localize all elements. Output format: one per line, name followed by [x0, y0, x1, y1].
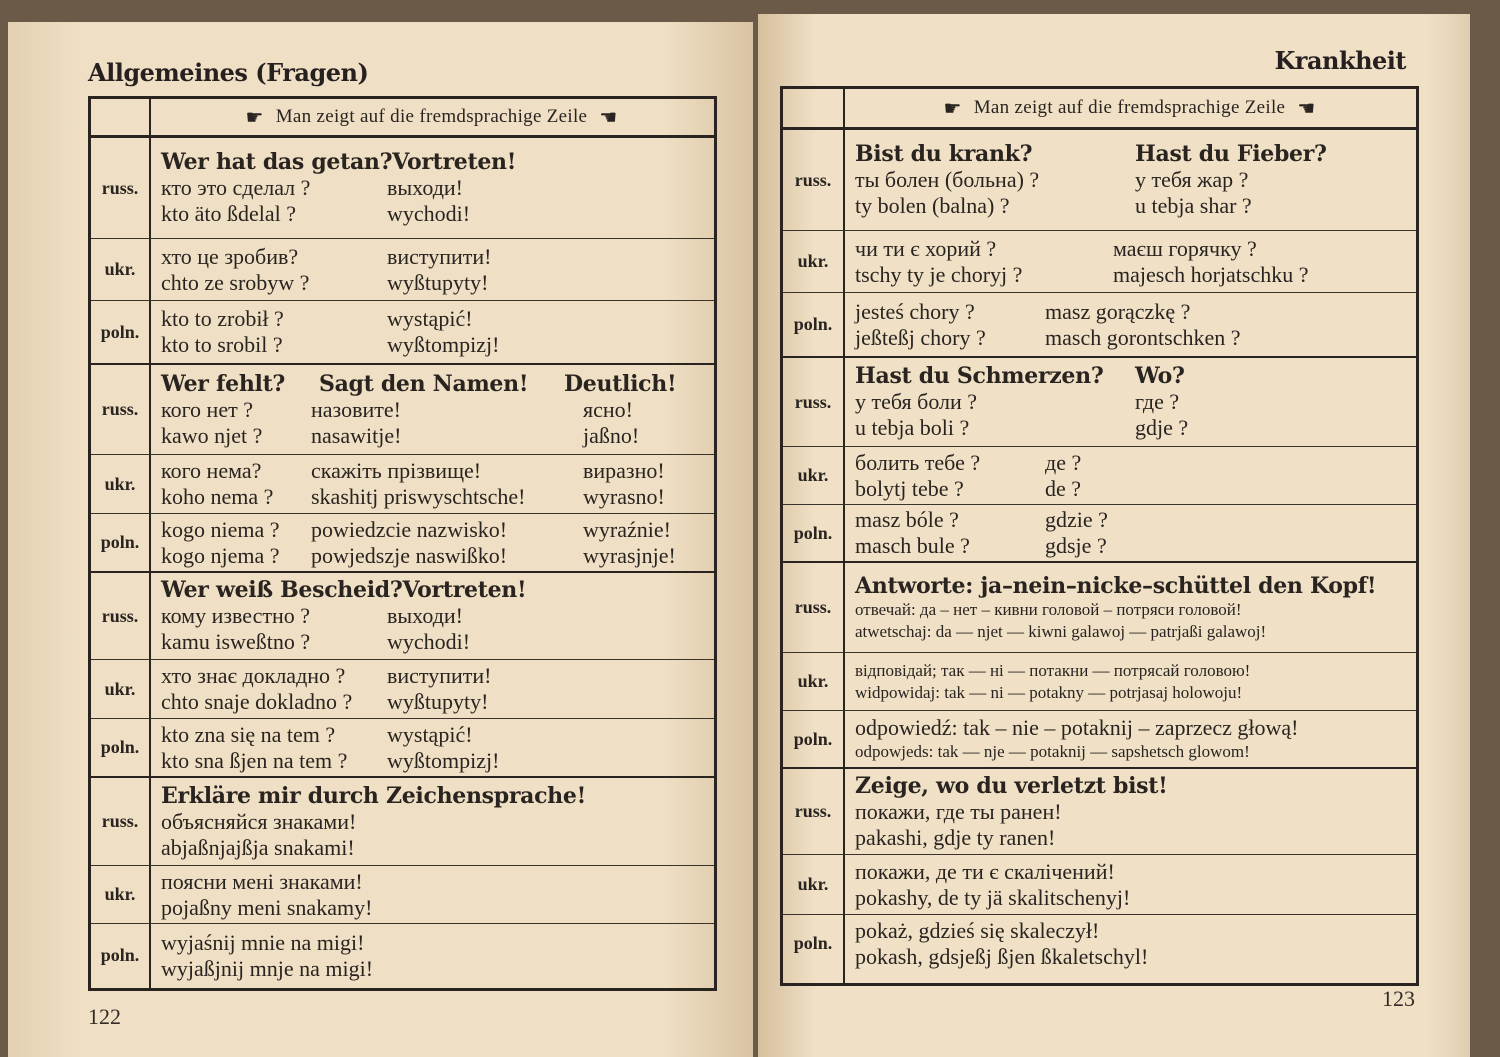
phrase-row: [783, 915, 1416, 972]
phrase-part: отвечай: да – нет – кивни головой – потряси головой!: [855, 599, 1242, 619]
phrase-part: кому известно ?: [161, 603, 311, 628]
language-label: ukr.: [104, 259, 136, 279]
language-label: russ.: [101, 399, 139, 419]
german-phrase: [855, 141, 1327, 167]
native-script-line: [161, 517, 676, 543]
phrase-part: chto snaje dokladno ?: [161, 689, 353, 714]
native-script-line: [161, 722, 499, 748]
phrase-part: kawo njet ?: [161, 422, 263, 448]
phrase-content: [855, 505, 1108, 561]
transliteration-line: [161, 689, 492, 715]
german-phrase-part: Wer weiß Bescheid?: [161, 577, 403, 603]
phrase-content: [161, 778, 586, 865]
phrase-row: [783, 293, 1416, 358]
phrase-part: у тебя боли ?: [855, 389, 978, 414]
left-page: [8, 22, 753, 1057]
german-phrase-part: Antworte: ja–nein–nicke–schüttel den Kopf!: [855, 572, 1377, 599]
phrase-part: de ?: [1045, 475, 1082, 501]
native-script-line: [855, 167, 1327, 193]
phrase-part: wystąpić!: [387, 306, 473, 331]
phrase-part: wystąpić!: [387, 721, 473, 747]
transliteration-line: [855, 325, 1241, 351]
phrase-row: [783, 653, 1416, 711]
phrase-part: у тебя жар ?: [1135, 167, 1249, 192]
language-label: ukr.: [797, 465, 829, 485]
phrase-content: [161, 660, 492, 718]
phrase-part: kto sna ßjen na tem ?: [161, 747, 348, 773]
phrase-row: [91, 365, 714, 455]
phrase-part: kto to srobil ?: [161, 332, 283, 357]
native-script-line: [855, 389, 1188, 415]
phrase-part: скажіть прізвище!: [311, 458, 482, 483]
german-phrase-part: Deutlich!: [564, 370, 677, 397]
phrase-part: выходи!: [387, 175, 463, 200]
right-page: [758, 14, 1470, 1057]
native-script-line: [161, 306, 499, 332]
native-script-line: [855, 799, 1167, 825]
phrase-part: выходи!: [387, 603, 463, 628]
phrase-part: odpowjeds: tak — nje — potaknij — sapshetsch glowom!: [855, 742, 1250, 761]
native-script-line: [161, 869, 372, 895]
phrase-part: покажи, де ти є скалічений!: [855, 858, 1115, 884]
phrase-content: [855, 855, 1130, 914]
transliteration-line: [855, 621, 1376, 643]
phrase-part: chto ze srobyw ?: [161, 269, 310, 295]
table-header: [91, 99, 714, 138]
transliteration-line: [855, 262, 1309, 288]
phrase-part: кого нет ?: [161, 396, 253, 422]
phrase-part: jeßteßj chory ?: [855, 324, 986, 350]
page-title: Krankheit: [1274, 46, 1406, 75]
phrase-part: gdje ?: [1135, 415, 1189, 440]
native-script-line: [855, 450, 1081, 476]
transliteration-line: [161, 835, 586, 861]
language-label: poln.: [100, 321, 140, 342]
pointing-hand-right-icon: ☛: [245, 106, 264, 129]
transliteration-line: [855, 415, 1188, 441]
phrase-row: [783, 505, 1416, 563]
german-phrase: [161, 783, 586, 809]
phrase-part: jesteś chory ?: [855, 298, 975, 324]
phrase-row: [783, 769, 1416, 855]
phrase-part: majesch horjatschku ?: [1113, 261, 1309, 287]
phrase-part: кого нема?: [161, 458, 262, 483]
phrase-part: виступити!: [387, 663, 492, 688]
native-script-line: [855, 660, 1250, 682]
page-title: Allgemeines (Fragen): [88, 58, 369, 87]
german-phrase-part: Zeige, wo du verletzt bist!: [855, 772, 1168, 799]
phrase-content: [161, 573, 526, 659]
phrase-part: wychodi!: [387, 201, 471, 226]
transliteration-line: [855, 825, 1167, 851]
transliteration-line: [161, 629, 526, 655]
phrase-part: wyjaßjnij mnje na migi!: [161, 955, 374, 981]
phrase-part: gdzie ?: [1045, 507, 1108, 532]
german-phrase-part: Hast du Fieber?: [1135, 141, 1327, 167]
pointing-hand-left-icon: ☛: [1297, 97, 1316, 120]
phrase-part: kto to zrobił ?: [161, 306, 284, 331]
phrase-part: powiedzcie nazwisko!: [311, 516, 508, 542]
phrase-row: [91, 301, 714, 365]
german-phrase-part: Wer hat das getan?: [161, 149, 393, 175]
language-label: russ.: [101, 811, 139, 831]
native-script-line: [161, 663, 492, 689]
phrase-content: [161, 365, 676, 454]
phrase-content: [855, 653, 1250, 710]
phrase-part: kogo njema ?: [161, 542, 280, 568]
language-label: russ.: [794, 801, 832, 821]
transliteration-line: [855, 476, 1081, 502]
phrase-part: хто це зробив?: [161, 243, 299, 269]
german-phrase-part: Vortreten!: [402, 577, 527, 603]
phrase-part: u tebja boli ?: [855, 415, 970, 440]
phrase-part: виразно!: [583, 458, 665, 483]
phrase-content: [855, 769, 1167, 854]
native-script-line: [161, 930, 373, 956]
native-script-line: [855, 299, 1241, 325]
phrase-part: wyßtupyty!: [387, 689, 489, 714]
language-label: ukr.: [104, 473, 136, 494]
phrase-part: wyrasjnje!: [583, 542, 676, 568]
phrase-part: kogo niema ?: [161, 516, 280, 542]
native-script-line: [161, 458, 665, 484]
phrase-row: [91, 866, 714, 924]
native-script-line: [161, 175, 516, 201]
phrase-row: [91, 660, 714, 719]
phrase-part: bolytj tebe ?: [855, 475, 964, 501]
header-text: Man zeigt auf die fremdsprachige Zeile: [275, 106, 588, 127]
phrase-part: назовите!: [311, 396, 401, 422]
page-number: 123: [1382, 986, 1415, 1011]
phrase-row: [91, 138, 714, 239]
native-script-line: [161, 809, 586, 835]
phrase-part: kto zna się na tem ?: [161, 721, 336, 747]
pointing-hand-right-icon: ☛: [943, 97, 962, 120]
phrase-content: [855, 358, 1188, 446]
language-label: ukr.: [797, 874, 829, 894]
phrase-content: [855, 447, 1081, 504]
german-phrase: [161, 577, 526, 603]
phrase-part: wyjaśnij mnie na migi!: [161, 929, 365, 955]
phrase-content: [161, 719, 499, 776]
phrase-part: объясняйся знаками!: [161, 808, 357, 834]
phrase-content: [855, 293, 1241, 356]
native-script-line: [855, 918, 1148, 944]
phrase-part: wyßtompizj!: [387, 747, 500, 773]
phrase-row: [91, 924, 714, 987]
phrase-part: де ?: [1045, 449, 1082, 475]
transliteration-line: [161, 543, 676, 569]
phrase-row: [91, 514, 714, 573]
phrase-part: wyßtupyty!: [387, 269, 489, 295]
phrase-part: kamu isweßtno ?: [161, 629, 311, 654]
page-number: 122: [88, 1004, 121, 1029]
phrase-part: wyraźnie!: [583, 516, 671, 542]
language-label: poln.: [100, 945, 140, 965]
phrase-part: odpowiedź: tak – nie – potaknij – zaprzecz głową!: [855, 715, 1299, 740]
native-script-line: [855, 507, 1108, 533]
phrase-part: gdsje ?: [1045, 533, 1107, 558]
phrase-row: [783, 855, 1416, 915]
phrase-content: [161, 301, 499, 363]
phrase-part: pakashi, gdje ty ranen!: [855, 824, 1056, 850]
phrase-content: [161, 455, 665, 513]
phrase-content: [855, 130, 1327, 230]
phrase-row: [783, 130, 1416, 231]
language-label: russ.: [794, 391, 832, 412]
header-text: Man zeigt auf die fremdsprachige Zeile: [973, 97, 1286, 118]
phrase-part: виступити!: [387, 243, 492, 269]
german-phrase: [855, 573, 1376, 599]
table-header: [783, 89, 1416, 130]
phrase-part: болить тебе ?: [855, 449, 981, 475]
transliteration-line: [161, 956, 373, 982]
native-script-line: [855, 715, 1299, 741]
phrase-part: masz bóle ?: [855, 507, 959, 532]
language-label: ukr.: [104, 884, 136, 904]
phrase-part: хто знає докладно ?: [161, 663, 346, 688]
language-label: ukr.: [797, 251, 829, 271]
phrase-row: [783, 231, 1416, 293]
transliteration-line: [161, 423, 676, 449]
phrase-content: [161, 138, 516, 238]
phrase-part: powjedszje naswißko!: [311, 542, 508, 568]
transliteration-line: [855, 193, 1327, 219]
phrase-part: skashitj priswyschtsche!: [311, 484, 526, 509]
phrase-part: ty bolen (balna) ?: [855, 193, 1010, 218]
transliteration-line: [855, 944, 1148, 970]
phrase-content: [161, 514, 676, 571]
german-phrase-part: Hast du Schmerzen?: [855, 363, 1104, 389]
transliteration-line: [855, 533, 1108, 559]
transliteration-line: [161, 201, 516, 227]
transliteration-line: [161, 332, 499, 358]
phrase-part: atwetschaj: da — njet — kiwni galawoj — patrjaßi galawoj!: [855, 621, 1267, 641]
native-script-line: [855, 599, 1376, 621]
language-label: ukr.: [104, 678, 136, 699]
phrase-part: где ?: [1135, 389, 1180, 414]
language-label: poln.: [793, 314, 833, 334]
phrase-part: покажи, где ты ранен!: [855, 798, 1062, 824]
language-label: russ.: [101, 605, 139, 626]
native-script-line: [855, 236, 1309, 262]
phrase-content: [161, 924, 373, 987]
phrase-part: pokash, gdsjeßj ßjen ßkaletschyl!: [855, 943, 1149, 969]
phrase-part: pojaßny meni snakamy!: [161, 894, 373, 920]
phrase-part: kto äto ßdelal ?: [161, 201, 297, 226]
native-script-line: [161, 244, 492, 270]
language-label: poln.: [793, 933, 833, 953]
phrase-part: wyrasno!: [583, 484, 665, 509]
transliteration-line: [855, 682, 1250, 704]
german-phrase-part: Vortreten!: [392, 149, 517, 175]
language-label: russ.: [101, 177, 139, 198]
transliteration-line: [161, 748, 499, 774]
phrase-part: ты болен (больна) ?: [855, 167, 1040, 192]
phrase-part: masch gorontschken ?: [1045, 324, 1241, 350]
phrase-part: wychodi!: [387, 629, 471, 654]
language-label: poln.: [793, 522, 833, 543]
transliteration-line: [855, 741, 1299, 763]
phrase-part: кто это сделал ?: [161, 175, 311, 200]
phrase-part: abjaßnjajßja snakami!: [161, 834, 355, 860]
phrase-part: u tebja shar ?: [1135, 193, 1252, 218]
phrase-part: pokaż, gdzieś się skaleczył!: [855, 917, 1100, 943]
phrase-part: jaßno!: [583, 422, 640, 448]
phrase-row: [91, 455, 714, 514]
german-phrase: [161, 149, 516, 175]
phrase-part: маєш горячку ?: [1113, 235, 1257, 261]
native-script-line: [161, 397, 676, 423]
phrase-content: [855, 915, 1148, 972]
phrase-part: koho nema ?: [161, 484, 274, 509]
phrase-part: masch bule ?: [855, 533, 970, 558]
language-label: russ.: [794, 169, 832, 190]
phrase-content: [161, 239, 492, 300]
native-script-line: [161, 603, 526, 629]
language-label: poln.: [793, 728, 833, 749]
phrase-content: [161, 866, 372, 923]
german-phrase-part: Bist du krank?: [855, 141, 1033, 167]
phrase-content: [855, 563, 1376, 652]
phrase-table: [780, 86, 1419, 986]
phrase-part: wyßtompizj!: [387, 332, 500, 357]
german-phrase-part: Wer fehlt?: [161, 370, 286, 397]
phrase-row: [783, 358, 1416, 447]
german-phrase: [161, 371, 676, 397]
phrase-part: відповідай; так — ні — потакни — потрясай головою!: [855, 660, 1251, 680]
language-label: poln.: [100, 532, 140, 552]
phrase-row: [783, 711, 1416, 769]
phrase-part: чи ти є хорий ?: [855, 235, 997, 261]
phrase-row: [91, 239, 714, 301]
german-phrase: [855, 773, 1167, 799]
phrase-row: [91, 778, 714, 866]
phrase-row: [91, 719, 714, 778]
phrase-table: [88, 96, 717, 991]
language-label: russ.: [794, 597, 832, 617]
phrase-row: [91, 573, 714, 660]
phrase-part: nasawitje!: [311, 422, 402, 448]
german-phrase-part: Erkläre mir durch Zeichensprache!: [161, 782, 586, 809]
pointing-hand-left-icon: ☛: [599, 106, 618, 129]
language-label: poln.: [100, 737, 140, 757]
phrase-part: pokashy, de ty jä skalitschenyj!: [855, 884, 1131, 910]
transliteration-line: [161, 484, 665, 510]
transliteration-line: [855, 885, 1130, 911]
phrase-part: widpowidaj: tak — ni — potakny — potrjasaj holowoju!: [855, 682, 1243, 702]
german-phrase-part: Wo?: [1135, 363, 1185, 389]
phrase-row: [783, 563, 1416, 653]
phrase-part: ясно!: [583, 396, 633, 422]
transliteration-line: [161, 270, 492, 296]
german-phrase-part: Sagt den Namen!: [319, 370, 529, 397]
phrase-content: [855, 231, 1309, 292]
phrase-part: masz gorączkę ?: [1045, 298, 1191, 324]
german-phrase: [855, 363, 1188, 389]
language-label: ukr.: [797, 671, 829, 691]
phrase-row: [783, 447, 1416, 505]
native-script-line: [855, 859, 1130, 885]
phrase-part: tschy ty je choryj ?: [855, 261, 1023, 287]
phrase-part: поясни мені знаками!: [161, 868, 363, 894]
transliteration-line: [161, 895, 372, 921]
phrase-content: [855, 711, 1299, 767]
